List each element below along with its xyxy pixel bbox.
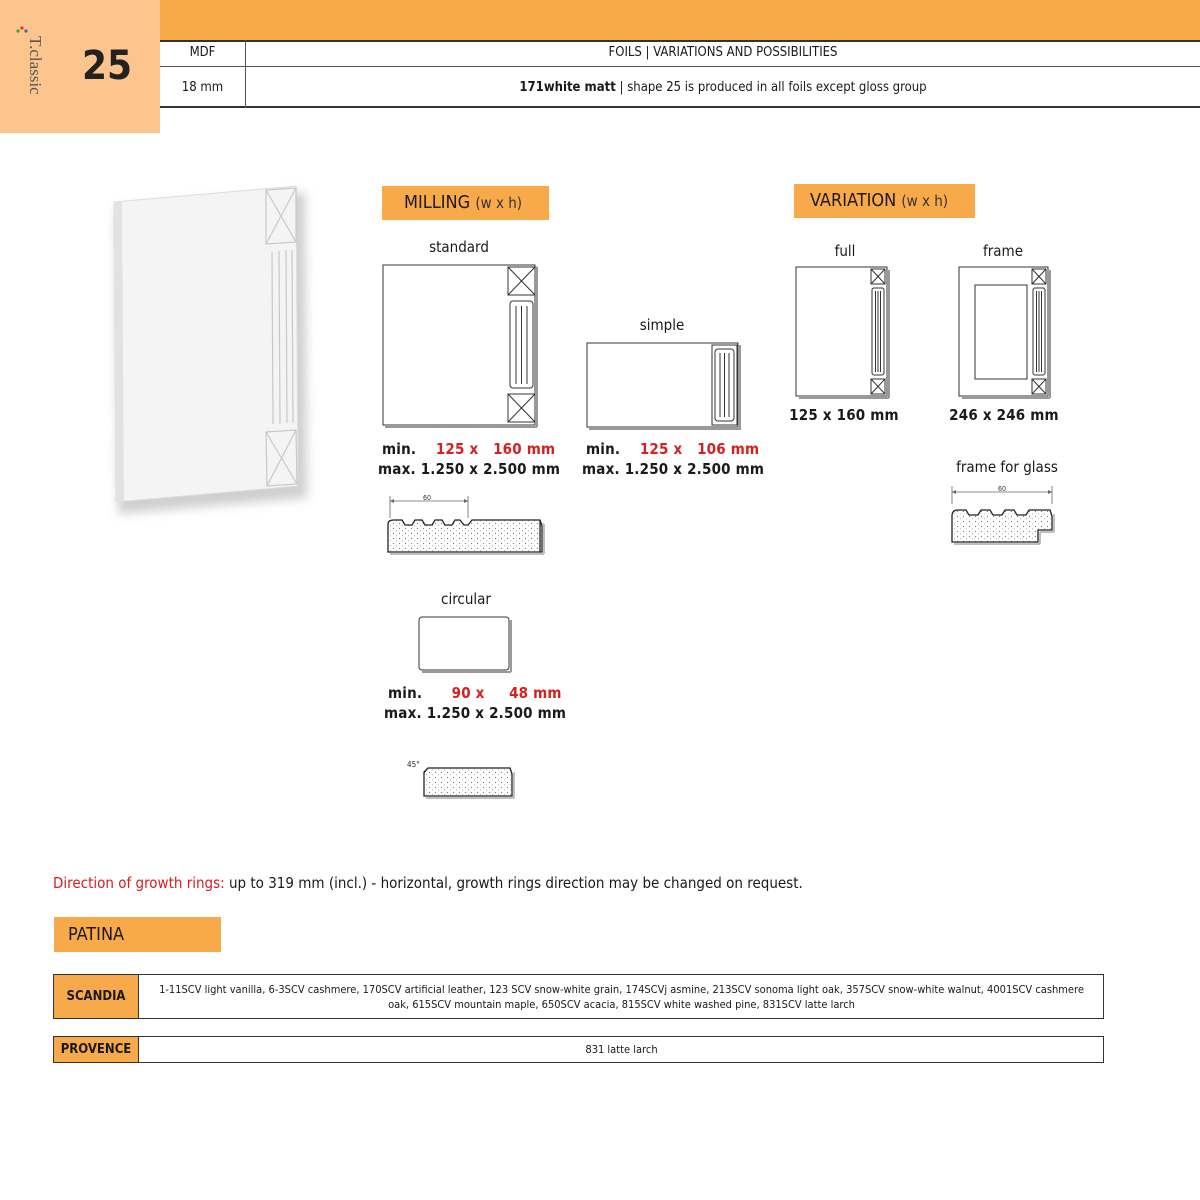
variation-tag [794, 184, 975, 218]
patina-row-provence [53, 1036, 1104, 1063]
milling-subtitle: (w x h) [475, 194, 523, 212]
patina-name: SCANDIA [54, 975, 139, 1018]
frame-glass-label: frame for glass [956, 458, 1058, 476]
milling-title: MILLING [404, 192, 471, 213]
standard-label: standard [429, 238, 489, 256]
patina-name: PROVENCE [54, 1037, 139, 1062]
variation-title: VARIATION [810, 190, 897, 211]
foils-header: FOILS | VARIATIONS AND POSSIBILITIES [608, 45, 838, 60]
door-front-image [100, 180, 330, 520]
circular-max-dims: max. 1.250 x 2.500 mm [384, 704, 567, 722]
circular-min-height: 48 mm [509, 684, 562, 702]
standard-min-dims [382, 440, 556, 458]
brand-logo [8, 22, 45, 112]
standard-milling-drawing [382, 264, 538, 428]
circular-profile-section [404, 756, 520, 800]
foil-note: | shape 25 is produced in all foils except gloss group [615, 80, 927, 95]
milling-tag [382, 186, 549, 220]
simple-milling-drawing [586, 342, 742, 430]
shape-number: 25 [81, 43, 133, 89]
full-label: full [834, 242, 856, 260]
patina-values: 831 latte larch [585, 1043, 658, 1056]
standard-max-dims: max. 1.250 x 2.500 mm [378, 460, 561, 478]
full-dims: 125 x 160 mm [789, 406, 899, 424]
growth-rings-text: up to 319 mm (incl.) - horizontal, growth rings direction may be changed on request. [224, 874, 803, 892]
full-variation-drawing [795, 266, 891, 400]
svg-text:60: 60 [997, 485, 1007, 493]
patina-values: 1-11SCV light vanilla, 6-3SCV cashmere, 170SCV artificial leather, 123 SCV snow-white grain, 174SCVj asmine, 213SCV sonoma light oak, 357SCV snow-white walnut, 4001SCV cashmere oak, 615SCV mountain maple, 650SCV acacia, 815SCV white washed pine, 831SCV latte larch [159, 982, 1084, 1011]
frame-label: frame [982, 242, 1023, 260]
frame-glass-profile-section [944, 480, 1060, 548]
variation-subtitle: (w x h) [901, 192, 949, 210]
svg-text:T.classic: T.classic [26, 36, 45, 95]
patina-tag: PATINA [54, 917, 221, 952]
circular-label: circular [441, 590, 491, 608]
standard-min-width: 125 x [435, 440, 479, 458]
foil-description [246, 80, 1200, 95]
simple-min-width: 125 x [639, 440, 683, 458]
simple-max-dims: max. 1.250 x 2.500 mm [582, 460, 765, 478]
foil-name: 171white matt [519, 80, 616, 95]
svg-text:45°: 45° [407, 760, 420, 769]
frame-dims: 246 x 246 mm [949, 406, 1059, 424]
circular-milling-drawing [418, 616, 514, 674]
simple-min-height: 106 mm [697, 440, 760, 458]
simple-label: simple [639, 316, 685, 334]
header-row-divider [160, 66, 1200, 67]
patina-row-scandia [53, 974, 1104, 1019]
material-header: MDF [189, 45, 216, 60]
growth-rings-note [53, 874, 803, 892]
svg-text:60: 60 [422, 494, 432, 502]
standard-min-label: min. [382, 440, 417, 458]
growth-rings-label: Direction of growth rings: [53, 874, 225, 892]
header-band [160, 0, 1200, 40]
standard-profile-section [380, 492, 550, 558]
circular-min-width: 90 x [451, 684, 485, 702]
frame-variation-drawing [958, 266, 1052, 400]
circular-min-dims [388, 684, 562, 702]
thickness-value: 18 mm [181, 80, 224, 95]
simple-min-label: min. [586, 440, 621, 458]
standard-min-height: 160 mm [493, 440, 556, 458]
simple-min-dims [586, 440, 760, 458]
circular-min-label: min. [388, 684, 423, 702]
